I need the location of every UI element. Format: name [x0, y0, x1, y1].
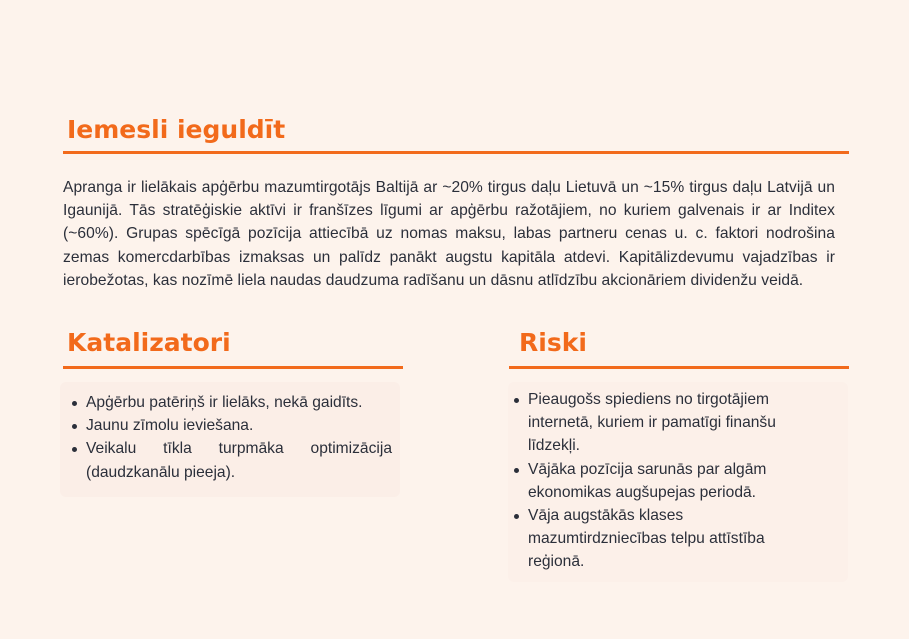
list-item: Vājāka pozīcija sarunās par algām ekonomikas augšupejas periodā.	[512, 458, 804, 504]
reasons-divider	[63, 151, 849, 154]
risks-title: Riski	[519, 328, 587, 357]
list-item: Apģērbu patēriņš ir lielāks, nekā gaidīts.	[70, 391, 392, 414]
reasons-title: Iemesli ieguldīt	[67, 115, 286, 144]
catalysts-title: Katalizatori	[67, 328, 231, 357]
catalysts-list	[70, 391, 392, 484]
catalysts-divider	[63, 366, 403, 369]
list-item: Pieaugošs spiediens no tirgotājiem internetā, kuriem ir pamatīgi finanšu līdzekļi.	[512, 388, 804, 458]
list-item: Vāja augstākās klases mazumtirdzniecības telpu attīstība reģionā.	[512, 504, 804, 574]
list-item: Veikalu tīkla turpmāka optimizācija (daudzkanālu pieeja).	[70, 437, 392, 483]
reasons-paragraph: Apranga ir lielākais apģērbu mazumtirgotājs Baltijā ar ~20% tirgus daļu Lietuvā un ~15% tirgus daļu Latvijā un Igaunijā. Tās stratēģiskie aktīvi ir franšīzes līgumi ar apģērbu ražotājiem, no kuriem galvenais ir ar Inditex (~60%). Grupas spēcīgā pozīcija attiecībā uz nomas maksu, labas partneru cenas u. c. faktori nodrošina zemas komercdarbības izmaksas un palīdz panākt augstu kapitāla atdevi. Kapitālizdevumu vajadzības ir ierobežotas, kas nozīmē liela naudas daudzuma radīšanu un dāsnu atlīdzību akcionāriem dividenžu veidā.	[63, 179, 835, 289]
list-item: Jaunu zīmolu ieviešana.	[70, 414, 392, 437]
risks-divider	[509, 366, 849, 369]
risks-list	[512, 388, 804, 574]
